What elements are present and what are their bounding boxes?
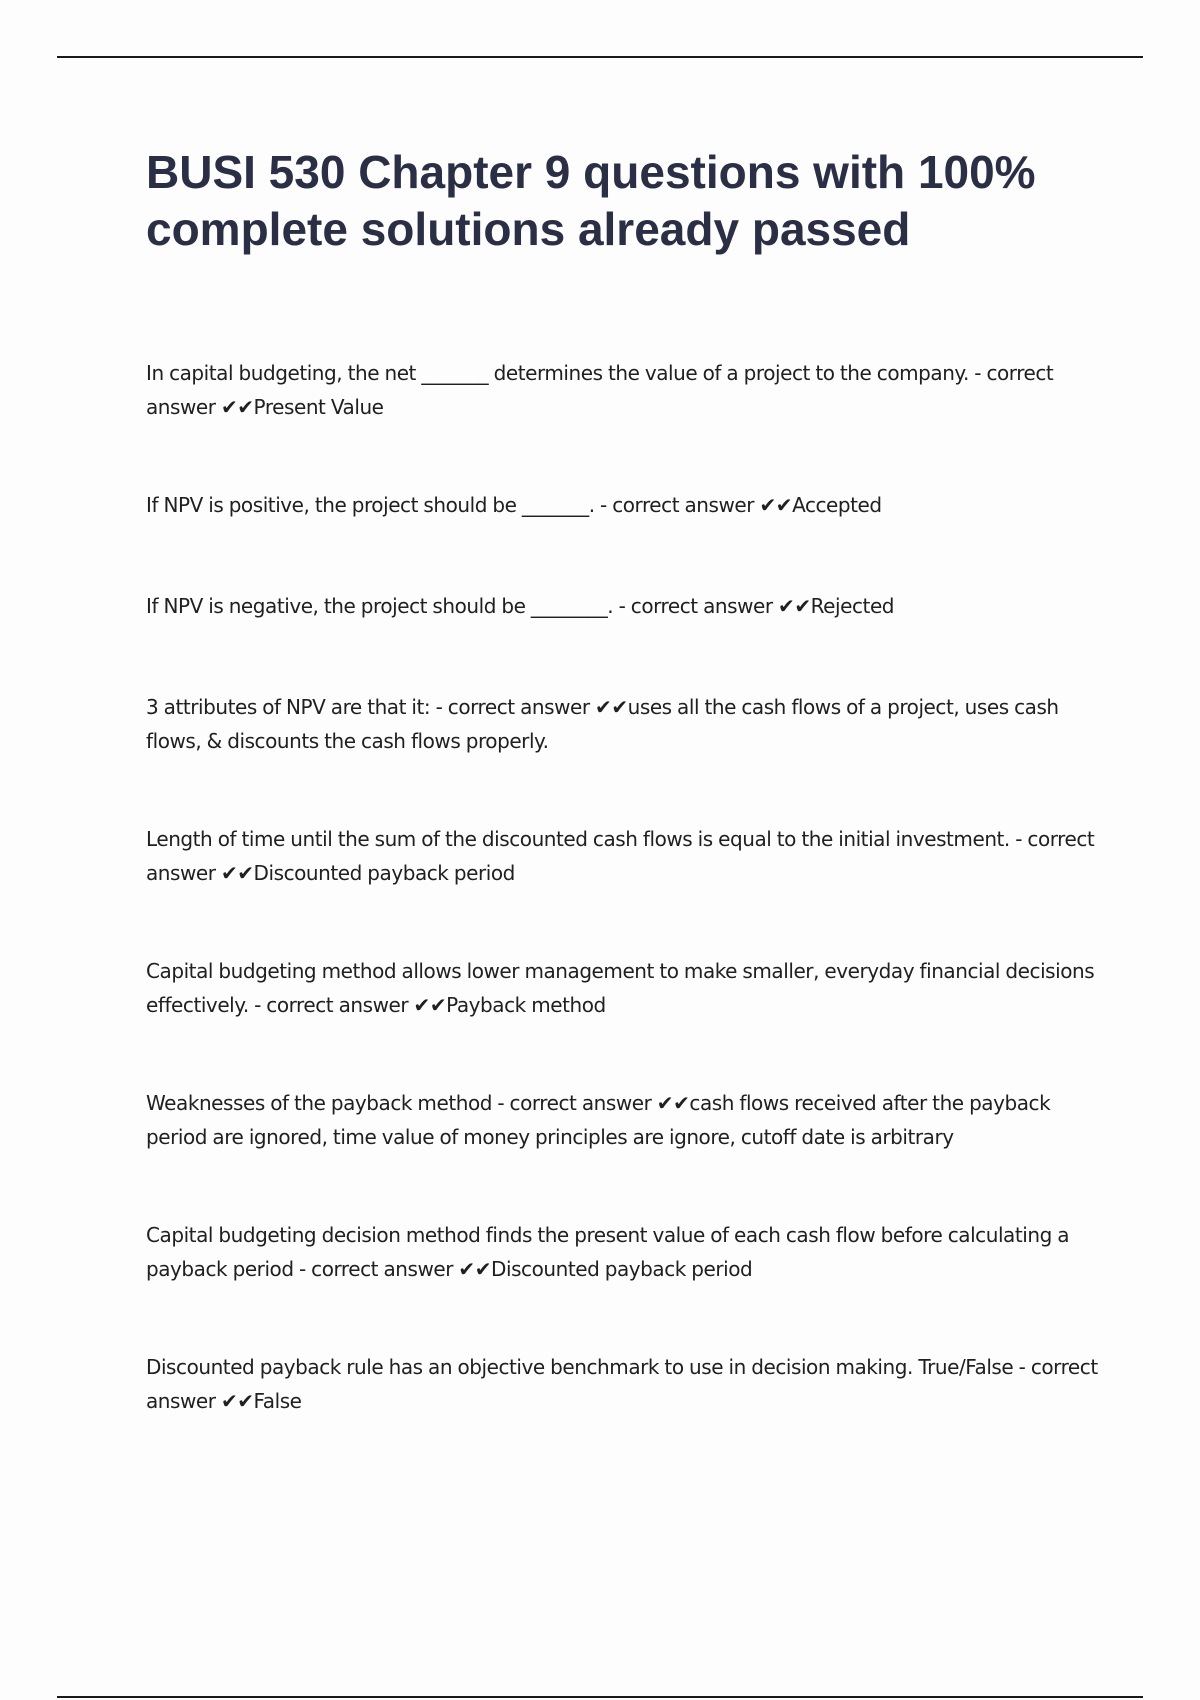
qa-item: Length of time until the sum of the discounted cash flows is equal to the initial investment. - correct answer ✔✔Discounted payback period	[146, 827, 1095, 885]
qa-item: If NPV is positive, the project should be _______. - correct answer ✔✔Accepted	[146, 493, 882, 517]
qa-item: Capital budgeting decision method finds the present value of each cash flow before calculating a payback period - correct answer ✔✔Discounted payback period	[146, 1223, 1070, 1281]
qa-item: In capital budgeting, the net _______ determines the value of a project to the company. - correct answer ✔✔Present Value	[146, 361, 1054, 419]
qa-item: Discounted payback rule has an objective benchmark to use in decision making. True/False - correct answer ✔✔False	[146, 1355, 1098, 1413]
qa-list	[146, 356, 1106, 1482]
qa-item: 3 attributes of NPV are that it: - correct answer ✔✔uses all the cash flows of a project, uses cash flows, & discounts the cash flows properly.	[146, 695, 1059, 753]
qa-item: Weaknesses of the payback method - correct answer ✔✔cash flows received after the payback period are ignored, time value of money principles are ignore, cutoff date is arbitrary	[146, 1091, 1051, 1149]
document-title: BUSI 530 Chapter 9 questions with 100% complete solutions already passed	[146, 146, 1036, 255]
header-rule	[57, 56, 1143, 58]
qa-item: If NPV is negative, the project should be ________. - correct answer ✔✔Rejected	[146, 594, 895, 618]
qa-item: Capital budgeting method allows lower management to make smaller, everyday financial decisions effectively. - correct answer ✔✔Payback method	[146, 959, 1095, 1017]
footer-rule	[57, 1696, 1143, 1698]
